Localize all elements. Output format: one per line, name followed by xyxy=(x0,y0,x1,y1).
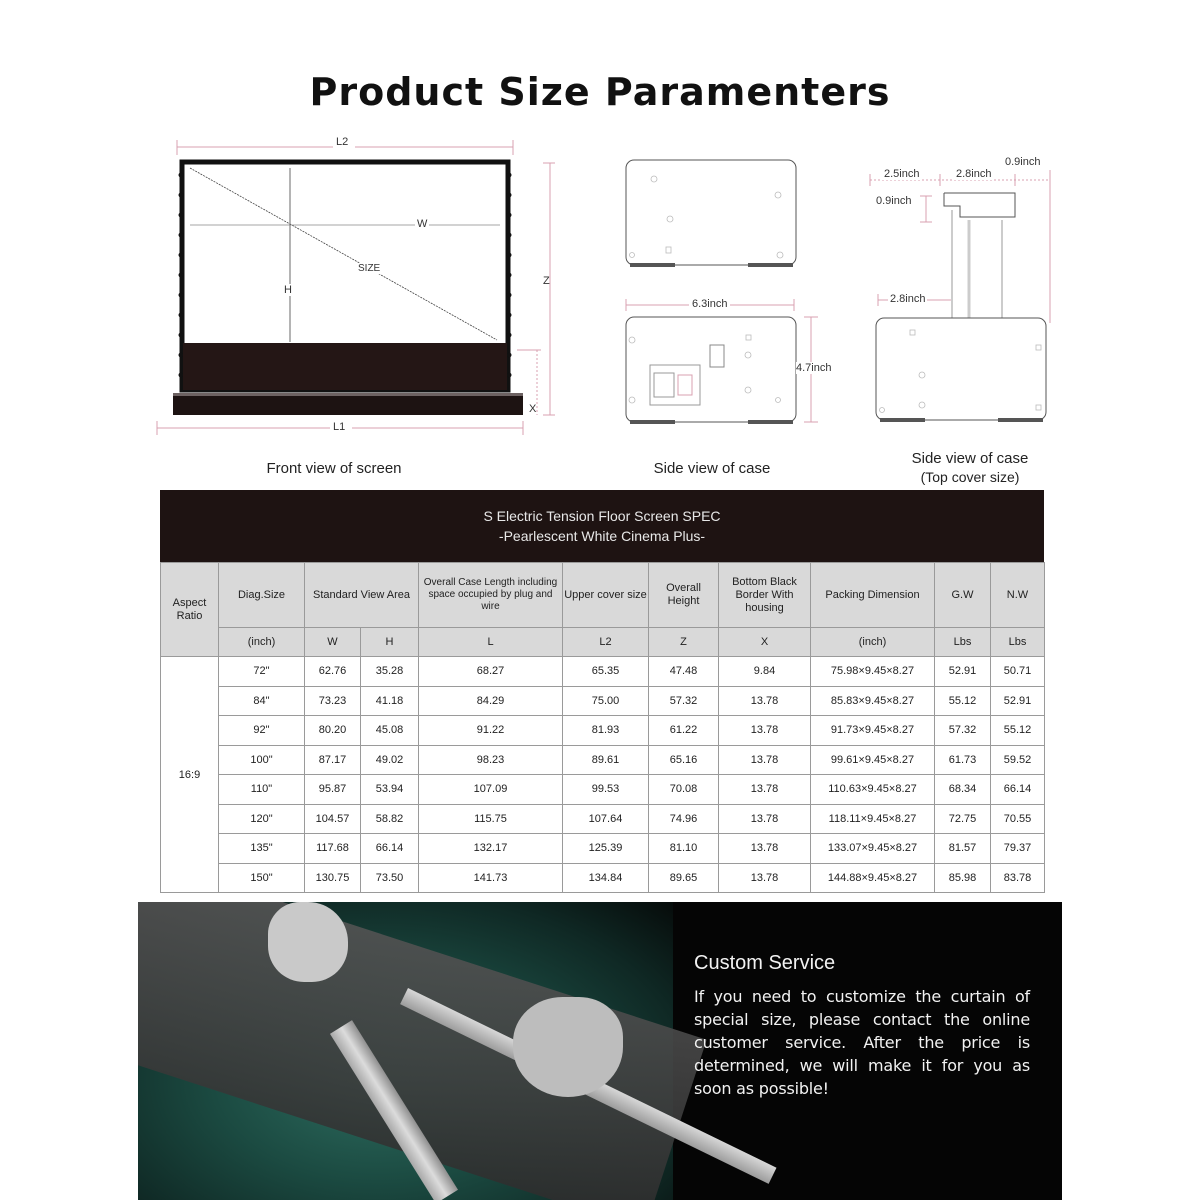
cell-z: 70.08 xyxy=(649,775,719,805)
header-diag-size: Diag.Size xyxy=(219,563,305,628)
cell-l: 68.27 xyxy=(419,657,563,687)
cell-diag: 150" xyxy=(219,863,305,893)
cell-gw: 55.12 xyxy=(935,686,991,716)
cell-gw: 57.32 xyxy=(935,716,991,746)
cell-h: 53.94 xyxy=(361,775,419,805)
cell-nw: 55.12 xyxy=(991,716,1045,746)
cell-w: 73.23 xyxy=(305,686,361,716)
cell-z: 81.10 xyxy=(649,834,719,864)
cell-diag: 100" xyxy=(219,745,305,775)
top-cover-caption xyxy=(880,450,1060,486)
cell-diag: 120" xyxy=(219,804,305,834)
cell-gw: 52.91 xyxy=(935,657,991,687)
cell-diag: 72" xyxy=(219,657,305,687)
dim-label-l2: L2 xyxy=(336,136,349,148)
table-row xyxy=(161,657,1045,687)
page-title: Product Size Paramenters xyxy=(309,70,891,114)
cell-x: 13.78 xyxy=(719,804,811,834)
top-cover-left-offset-label: 2.5inch xyxy=(884,168,920,180)
measuring-photo xyxy=(138,902,673,1200)
cell-gw: 68.34 xyxy=(935,775,991,805)
top-cover-caption-line1: Side view of case xyxy=(911,450,1029,467)
cell-x: 13.78 xyxy=(719,775,811,805)
top-cover-right-offset-label: 0.9inch xyxy=(1005,156,1041,168)
dim-label-size: SIZE xyxy=(358,263,381,274)
cell-x: 13.78 xyxy=(719,716,811,746)
cell-nw: 52.91 xyxy=(991,686,1045,716)
cell-h: 45.08 xyxy=(361,716,419,746)
cell-packing: 75.98×9.45×8.27 xyxy=(811,657,935,687)
cell-nw: 66.14 xyxy=(991,775,1045,805)
cell-gw: 61.73 xyxy=(935,745,991,775)
cell-diag: 135" xyxy=(219,834,305,864)
header-nw: N.W xyxy=(991,563,1045,628)
subheader-z: Z xyxy=(649,628,719,657)
subheader-x: X xyxy=(719,628,811,657)
side-view-diagram xyxy=(618,155,848,435)
cell-h: 73.50 xyxy=(361,863,419,893)
cell-l: 141.73 xyxy=(419,863,563,893)
cell-z: 65.16 xyxy=(649,745,719,775)
gloved-hand-image xyxy=(513,997,623,1097)
top-cover-caption-line2: (Top cover size) xyxy=(920,469,1020,485)
cell-nw: 79.37 xyxy=(991,834,1045,864)
front-view-caption: Front view of screen xyxy=(266,460,402,477)
custom-service-text xyxy=(694,952,1030,1100)
subheader-gw-unit: Lbs xyxy=(935,628,991,657)
cell-l2: 81.93 xyxy=(563,716,649,746)
cell-nw: 83.78 xyxy=(991,863,1045,893)
table-row xyxy=(161,686,1045,716)
table-row xyxy=(161,863,1045,893)
dim-label-l1: L1 xyxy=(333,421,346,433)
spec-table-title xyxy=(160,490,1044,562)
spec-title-line1: S Electric Tension Floor Screen SPEC xyxy=(483,508,721,524)
cell-z: 61.22 xyxy=(649,716,719,746)
header-upper-cover-size: Upper cover size xyxy=(563,563,649,628)
top-cover-width-label: 2.8inch xyxy=(956,168,992,180)
cell-l2: 65.35 xyxy=(563,657,649,687)
cell-nw: 59.52 xyxy=(991,745,1045,775)
table-row xyxy=(161,834,1045,864)
table-row xyxy=(161,775,1045,805)
cell-x: 13.78 xyxy=(719,686,811,716)
spec-table xyxy=(160,562,1045,893)
dim-label-h: H xyxy=(284,284,292,296)
subheader-diag-unit: (inch) xyxy=(219,628,305,657)
subheader-packing-unit: (inch) xyxy=(811,628,935,657)
cell-l: 91.22 xyxy=(419,716,563,746)
cell-h: 35.28 xyxy=(361,657,419,687)
cell-packing: 110.63×9.45×8.27 xyxy=(811,775,935,805)
dim-label-w: W xyxy=(417,218,428,230)
cell-l: 132.17 xyxy=(419,834,563,864)
header-overall-case-length: Overall Case Length including space occupied by plug and wire xyxy=(419,563,563,628)
header-standard-view-area: Standard View Area xyxy=(305,563,419,628)
dim-label-x: X xyxy=(529,403,537,415)
cell-l2: 107.64 xyxy=(563,804,649,834)
cell-l2: 134.84 xyxy=(563,863,649,893)
cell-w: 104.57 xyxy=(305,804,361,834)
cell-gw: 72.75 xyxy=(935,804,991,834)
header-gw: G.W xyxy=(935,563,991,628)
cell-packing: 91.73×9.45×8.27 xyxy=(811,716,935,746)
cell-w: 80.20 xyxy=(305,716,361,746)
subheader-nw-unit: Lbs xyxy=(991,628,1045,657)
cell-l2: 125.39 xyxy=(563,834,649,864)
cell-w: 95.87 xyxy=(305,775,361,805)
cell-x: 13.78 xyxy=(719,834,811,864)
subheader-l: L xyxy=(419,628,563,657)
cell-w: 130.75 xyxy=(305,863,361,893)
subheader-l2: L2 xyxy=(563,628,649,657)
cell-l: 98.23 xyxy=(419,745,563,775)
cell-w: 87.17 xyxy=(305,745,361,775)
cell-z: 89.65 xyxy=(649,863,719,893)
cell-nw: 70.55 xyxy=(991,804,1045,834)
subheader-w: W xyxy=(305,628,361,657)
aspect-ratio-cell: 16:9 xyxy=(161,657,219,893)
cell-x: 13.78 xyxy=(719,863,811,893)
spec-title-line2: -Pearlescent White Cinema Plus- xyxy=(498,528,706,544)
cell-h: 66.14 xyxy=(361,834,419,864)
cell-packing: 99.61×9.45×8.27 xyxy=(811,745,935,775)
cell-diag: 84" xyxy=(219,686,305,716)
cell-packing: 144.88×9.45×8.27 xyxy=(811,863,935,893)
cell-packing: 118.11×9.45×8.27 xyxy=(811,804,935,834)
cell-x: 9.84 xyxy=(719,657,811,687)
cell-z: 57.32 xyxy=(649,686,719,716)
cell-x: 13.78 xyxy=(719,745,811,775)
cell-packing: 85.83×9.45×8.27 xyxy=(811,686,935,716)
header-overall-height: Overall Height xyxy=(649,563,719,628)
cell-gw: 81.57 xyxy=(935,834,991,864)
table-row xyxy=(161,804,1045,834)
top-cover-base-offset-label: 2.8inch xyxy=(890,293,926,305)
side-view-width-label: 6.3inch xyxy=(689,298,730,310)
header-aspect-ratio: Aspect Ratio xyxy=(161,563,219,657)
cell-l: 115.75 xyxy=(419,804,563,834)
cell-l2: 89.61 xyxy=(563,745,649,775)
top-cover-height-label: 0.9inch xyxy=(876,195,912,207)
cell-l: 84.29 xyxy=(419,686,563,716)
cell-l2: 75.00 xyxy=(563,686,649,716)
cell-nw: 50.71 xyxy=(991,657,1045,687)
cell-packing: 133.07×9.45×8.27 xyxy=(811,834,935,864)
cell-w: 62.76 xyxy=(305,657,361,687)
cell-h: 58.82 xyxy=(361,804,419,834)
side-view-caption: Side view of case xyxy=(653,460,771,477)
table-row xyxy=(161,716,1045,746)
cell-l2: 99.53 xyxy=(563,775,649,805)
front-view-diagram xyxy=(145,135,565,440)
cell-h: 41.18 xyxy=(361,686,419,716)
table-row xyxy=(161,745,1045,775)
dim-label-z: Z xyxy=(543,275,550,287)
cell-h: 49.02 xyxy=(361,745,419,775)
cell-diag: 92" xyxy=(219,716,305,746)
cell-l: 107.09 xyxy=(419,775,563,805)
cell-w: 117.68 xyxy=(305,834,361,864)
cell-z: 47.48 xyxy=(649,657,719,687)
cell-diag: 110" xyxy=(219,775,305,805)
cell-gw: 85.98 xyxy=(935,863,991,893)
header-bottom-black-border: Bottom Black Border With housing xyxy=(719,563,811,628)
header-packing-dimension: Packing Dimension xyxy=(811,563,935,628)
custom-service-heading: Custom Service xyxy=(694,952,836,974)
custom-service-body: If you need to customize the curtain of special size, please contact the online customer service. After the price is determined, we will make it for you as soon as possible! xyxy=(694,987,1030,1098)
gloved-hand-image xyxy=(268,902,348,982)
side-view-height-label: 4.7inch xyxy=(796,362,832,374)
cell-z: 74.96 xyxy=(649,804,719,834)
subheader-h: H xyxy=(361,628,419,657)
